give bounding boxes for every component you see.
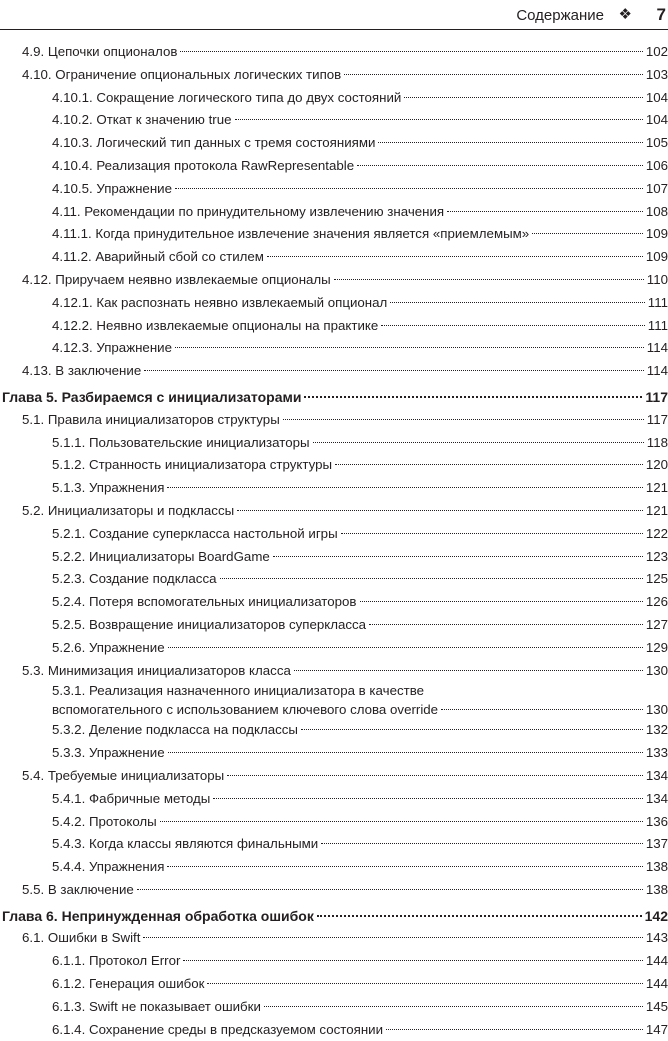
toc-entry xyxy=(0,742,668,765)
toc-entry-page: 122 xyxy=(645,525,668,541)
dot-leader xyxy=(378,142,642,143)
toc-entry-page: 121 xyxy=(645,480,668,496)
dot-leader xyxy=(334,279,644,280)
toc-entry-page: 147 xyxy=(645,1021,668,1037)
toc-entry xyxy=(0,246,668,269)
toc-entry-text: 4.11.2. Аварийный сбой со стилем xyxy=(52,249,264,265)
toc-entry-text: 5.2.4. Потеря вспомогательных инициализаторов xyxy=(52,594,357,610)
toc-entry-text: 5.4.1. Фабричные методы xyxy=(52,790,211,806)
toc-entry-text: Глава 6. Непринужденная обработка ошибок xyxy=(2,907,314,924)
dot-leader xyxy=(301,729,643,730)
toc-entry xyxy=(0,614,668,637)
toc-entry-text: 4.9. Цепочки опционалов xyxy=(22,44,178,59)
toc-entry xyxy=(0,132,668,155)
toc-entry-page: 108 xyxy=(645,203,668,219)
toc-entry-page: 143 xyxy=(645,930,668,946)
toc-entry-page: 102 xyxy=(645,44,668,59)
toc-entry-page: 130 xyxy=(645,702,668,718)
toc-entry-text: 6.1.4. Сохранение среды в предсказуемом состоянии xyxy=(52,1021,384,1037)
dot-leader xyxy=(175,188,643,189)
toc-entry-page: 133 xyxy=(645,745,668,761)
toc-entry-text: 5.2. Инициализаторы и подклассы xyxy=(22,502,235,518)
dot-leader xyxy=(283,419,644,420)
toc-entry-text: 4.12.3. Упражнение xyxy=(52,340,172,356)
toc-entry-page: 114 xyxy=(646,363,668,379)
toc-entry xyxy=(0,337,668,360)
toc-entry-page: 103 xyxy=(645,66,668,82)
toc-entry xyxy=(0,523,668,546)
dot-leader xyxy=(341,533,643,534)
toc-entry-text: 5.5. В заключение xyxy=(22,881,134,897)
header-rule xyxy=(0,29,668,30)
toc-entry-text: 6.1.3. Swift не показывает ошибки xyxy=(52,998,261,1014)
toc-entry-text: 4.13. В заключение xyxy=(22,363,142,379)
toc-entry-text: 5.3.2. Деление подкласса на подклассы xyxy=(52,722,298,738)
toc-entry-page: 134 xyxy=(645,790,668,806)
ornament-icon: ❖ xyxy=(618,6,632,23)
toc-entry-page: 109 xyxy=(645,226,668,242)
toc-entry-page: 138 xyxy=(645,859,668,875)
toc-entry-page: 137 xyxy=(645,836,668,852)
dot-leader xyxy=(404,97,642,98)
dot-leader xyxy=(144,370,644,371)
toc-chapter-entry xyxy=(0,905,668,928)
toc-entry-text: 4.12.1. Как распознать неявно извлекаемый опционал xyxy=(52,294,388,310)
dot-leader xyxy=(386,1029,643,1030)
toc-entry-text: 4.10. Ограничение опциональных логических типов xyxy=(22,66,342,82)
toc-entry-page: 111 xyxy=(647,317,668,333)
toc-entry-text: 5.2.1. Создание суперкласса настольной игры xyxy=(52,525,338,541)
dot-leader xyxy=(160,821,643,822)
dot-leader xyxy=(180,51,642,52)
toc-entry xyxy=(0,927,668,950)
toc-entry-text: 4.10.5. Упражнение xyxy=(52,180,172,196)
toc-entry xyxy=(0,996,668,1019)
toc-entry xyxy=(0,155,668,178)
toc-entry-text: 6.1. Ошибки в Swift xyxy=(22,930,141,946)
running-header xyxy=(0,0,668,30)
dot-leader xyxy=(357,165,643,166)
toc-entry xyxy=(0,788,668,811)
dot-leader xyxy=(227,775,643,776)
dot-leader xyxy=(304,396,642,398)
toc-entry xyxy=(0,477,668,500)
toc-entry-page: 129 xyxy=(645,639,668,655)
dot-leader xyxy=(447,211,643,212)
toc-entry xyxy=(0,682,668,719)
dot-leader xyxy=(175,347,644,348)
toc-entry-text: 5.2.6. Упражнение xyxy=(52,639,165,655)
dot-leader xyxy=(273,556,643,557)
toc-entry-page: 125 xyxy=(645,571,668,587)
dot-leader xyxy=(183,960,642,961)
toc-entry-text: 5.2.3. Создание подкласса xyxy=(52,571,217,587)
dot-leader xyxy=(143,937,642,938)
toc-entry-text: 4.12.2. Неявно извлекаемые опционалы на практике xyxy=(52,317,379,333)
dot-leader xyxy=(360,601,643,602)
toc-entry-page: 144 xyxy=(645,976,668,992)
toc-entry-page: 114 xyxy=(646,340,668,356)
toc-entry xyxy=(0,765,668,788)
toc-entry xyxy=(0,87,668,110)
toc-entry-text: 4.10.4. Реализация протокола RawRepresentable xyxy=(52,157,355,173)
toc-entry xyxy=(0,811,668,834)
dot-leader xyxy=(369,624,643,625)
toc-entry-text: 4.10.1. Сокращение логического типа до двух состояний xyxy=(52,89,402,105)
toc-entry xyxy=(0,1019,668,1041)
toc-entry-page: 118 xyxy=(646,434,668,450)
toc-entry xyxy=(0,568,668,591)
toc-entry-page: 130 xyxy=(645,662,668,678)
toc-entry-page: 127 xyxy=(645,616,668,632)
toc-entry-text: 5.4.3. Когда классы являются финальными xyxy=(52,836,319,852)
dot-leader xyxy=(220,578,643,579)
toc-entry-page: 117 xyxy=(645,388,668,405)
toc-entry xyxy=(0,109,668,132)
toc-entry xyxy=(0,637,668,660)
dot-leader xyxy=(168,752,643,753)
toc-entry xyxy=(0,879,668,902)
dot-leader xyxy=(335,464,643,465)
toc-entry-text: 4.10.3. Логический тип данных с тремя состояниями xyxy=(52,135,376,151)
toc-entry xyxy=(0,660,668,683)
toc-entry-text: 5.4.2. Протоколы xyxy=(52,813,157,829)
toc-entry xyxy=(0,546,668,569)
toc-entry-page: 109 xyxy=(645,249,668,265)
toc-entry-page: 126 xyxy=(645,594,668,610)
toc-entry-continuation: вспомогательного с использованием ключевого слова override xyxy=(52,702,439,718)
toc-entry xyxy=(0,591,668,614)
dot-leader xyxy=(390,302,645,303)
toc-entry xyxy=(0,973,668,996)
toc-entry xyxy=(0,178,668,201)
toc-entry xyxy=(0,719,668,742)
toc-entry-text: 5.1.2. Странность инициализатора структуры xyxy=(52,457,333,473)
dot-leader xyxy=(313,442,644,443)
page-number: 7 xyxy=(656,5,666,24)
dot-leader xyxy=(168,647,643,648)
toc-entry-text: 5.2.2. Инициализаторы BoardGame xyxy=(52,548,270,564)
toc-entry xyxy=(0,432,668,455)
dot-leader xyxy=(137,889,643,890)
toc-entry xyxy=(0,409,668,432)
toc-entry-text: 4.12. Приручаем неявно извлекаемые опционалы xyxy=(22,271,331,287)
toc-entry xyxy=(0,201,668,224)
toc-entry-page: 104 xyxy=(645,112,668,128)
toc-entry-page: 117 xyxy=(646,411,668,427)
toc-entry-text: 5.4. Требуемые инициализаторы xyxy=(22,767,225,783)
toc-entry xyxy=(0,950,668,973)
toc-entry-text: 4.11.1. Когда принудительное извлечение значения является «приемлемым» xyxy=(52,226,530,242)
table-of-contents xyxy=(0,41,668,1041)
toc-entry-text: 5.3.1. Реализация назначенного инициализатора в качестве xyxy=(52,683,425,699)
toc-entry-page: 121 xyxy=(645,502,668,518)
toc-entry-text: 4.11. Рекомендации по принудительному извлечению значения xyxy=(52,203,445,219)
toc-entry-page: 120 xyxy=(645,457,668,473)
toc-entry-text: 5.2.5. Возвращение инициализаторов суперкласса xyxy=(52,616,367,632)
toc-entry-text: 5.3. Минимизация инициализаторов класса xyxy=(22,662,291,678)
toc-entry xyxy=(0,454,668,477)
dot-leader xyxy=(381,325,645,326)
dot-leader xyxy=(344,74,643,75)
toc-entry-text: 5.1.3. Упражнения xyxy=(52,480,165,496)
dot-leader xyxy=(213,798,643,799)
toc-entry-page: 136 xyxy=(645,813,668,829)
dot-leader xyxy=(264,1006,643,1007)
dot-leader xyxy=(267,256,643,257)
toc-entry-page: 144 xyxy=(645,953,668,969)
dot-leader xyxy=(167,866,642,867)
toc-entry xyxy=(0,269,668,292)
dot-leader xyxy=(532,233,643,234)
toc-entry xyxy=(0,360,668,383)
toc-entry xyxy=(0,500,668,523)
toc-entry-page: 104 xyxy=(645,89,668,105)
toc-entry-page: 145 xyxy=(645,998,668,1014)
toc-entry-page: 134 xyxy=(645,767,668,783)
toc-entry-page: 138 xyxy=(645,881,668,897)
toc-entry-text: 6.1.1. Протокол Error xyxy=(52,953,181,969)
toc-entry-text: 5.1.1. Пользовательские инициализаторы xyxy=(52,434,310,450)
toc-entry xyxy=(0,64,668,87)
toc-entry xyxy=(0,833,668,856)
toc-entry-page: 111 xyxy=(647,294,668,310)
toc-entry-text: 5.4.4. Упражнения xyxy=(52,859,165,875)
toc-entry-text: 4.10.2. Откат к значению true xyxy=(52,112,232,128)
toc-entry-page: 107 xyxy=(645,180,668,196)
dot-leader xyxy=(441,709,643,710)
header-title: Содержание xyxy=(516,7,604,24)
toc-entry-text: 5.3.3. Упражнение xyxy=(52,745,165,761)
dot-leader xyxy=(207,983,642,984)
toc-entry-page: 105 xyxy=(645,135,668,151)
toc-entry xyxy=(0,223,668,246)
toc-entry-text: 6.1.2. Генерация ошибок xyxy=(52,976,205,992)
dot-leader xyxy=(294,670,643,671)
toc-entry xyxy=(0,292,668,315)
dot-leader xyxy=(237,510,643,511)
toc-entry-text: 5.1. Правила инициализаторов структуры xyxy=(22,411,280,427)
dot-leader xyxy=(317,915,642,917)
toc-entry-text: Глава 5. Разбираемся с инициализаторами xyxy=(2,388,302,405)
toc-entry-page: 142 xyxy=(644,907,668,924)
toc-chapter-entry xyxy=(0,386,668,409)
toc-entry-page: 106 xyxy=(645,157,668,173)
toc-entry xyxy=(0,315,668,338)
toc-entry xyxy=(0,41,668,64)
dot-leader xyxy=(167,487,642,488)
toc-entry-page: 123 xyxy=(645,548,668,564)
toc-entry-page: 132 xyxy=(645,722,668,738)
dot-leader xyxy=(321,843,643,844)
toc-entry xyxy=(0,856,668,879)
dot-leader xyxy=(235,119,643,120)
toc-entry-page: 110 xyxy=(646,271,668,287)
